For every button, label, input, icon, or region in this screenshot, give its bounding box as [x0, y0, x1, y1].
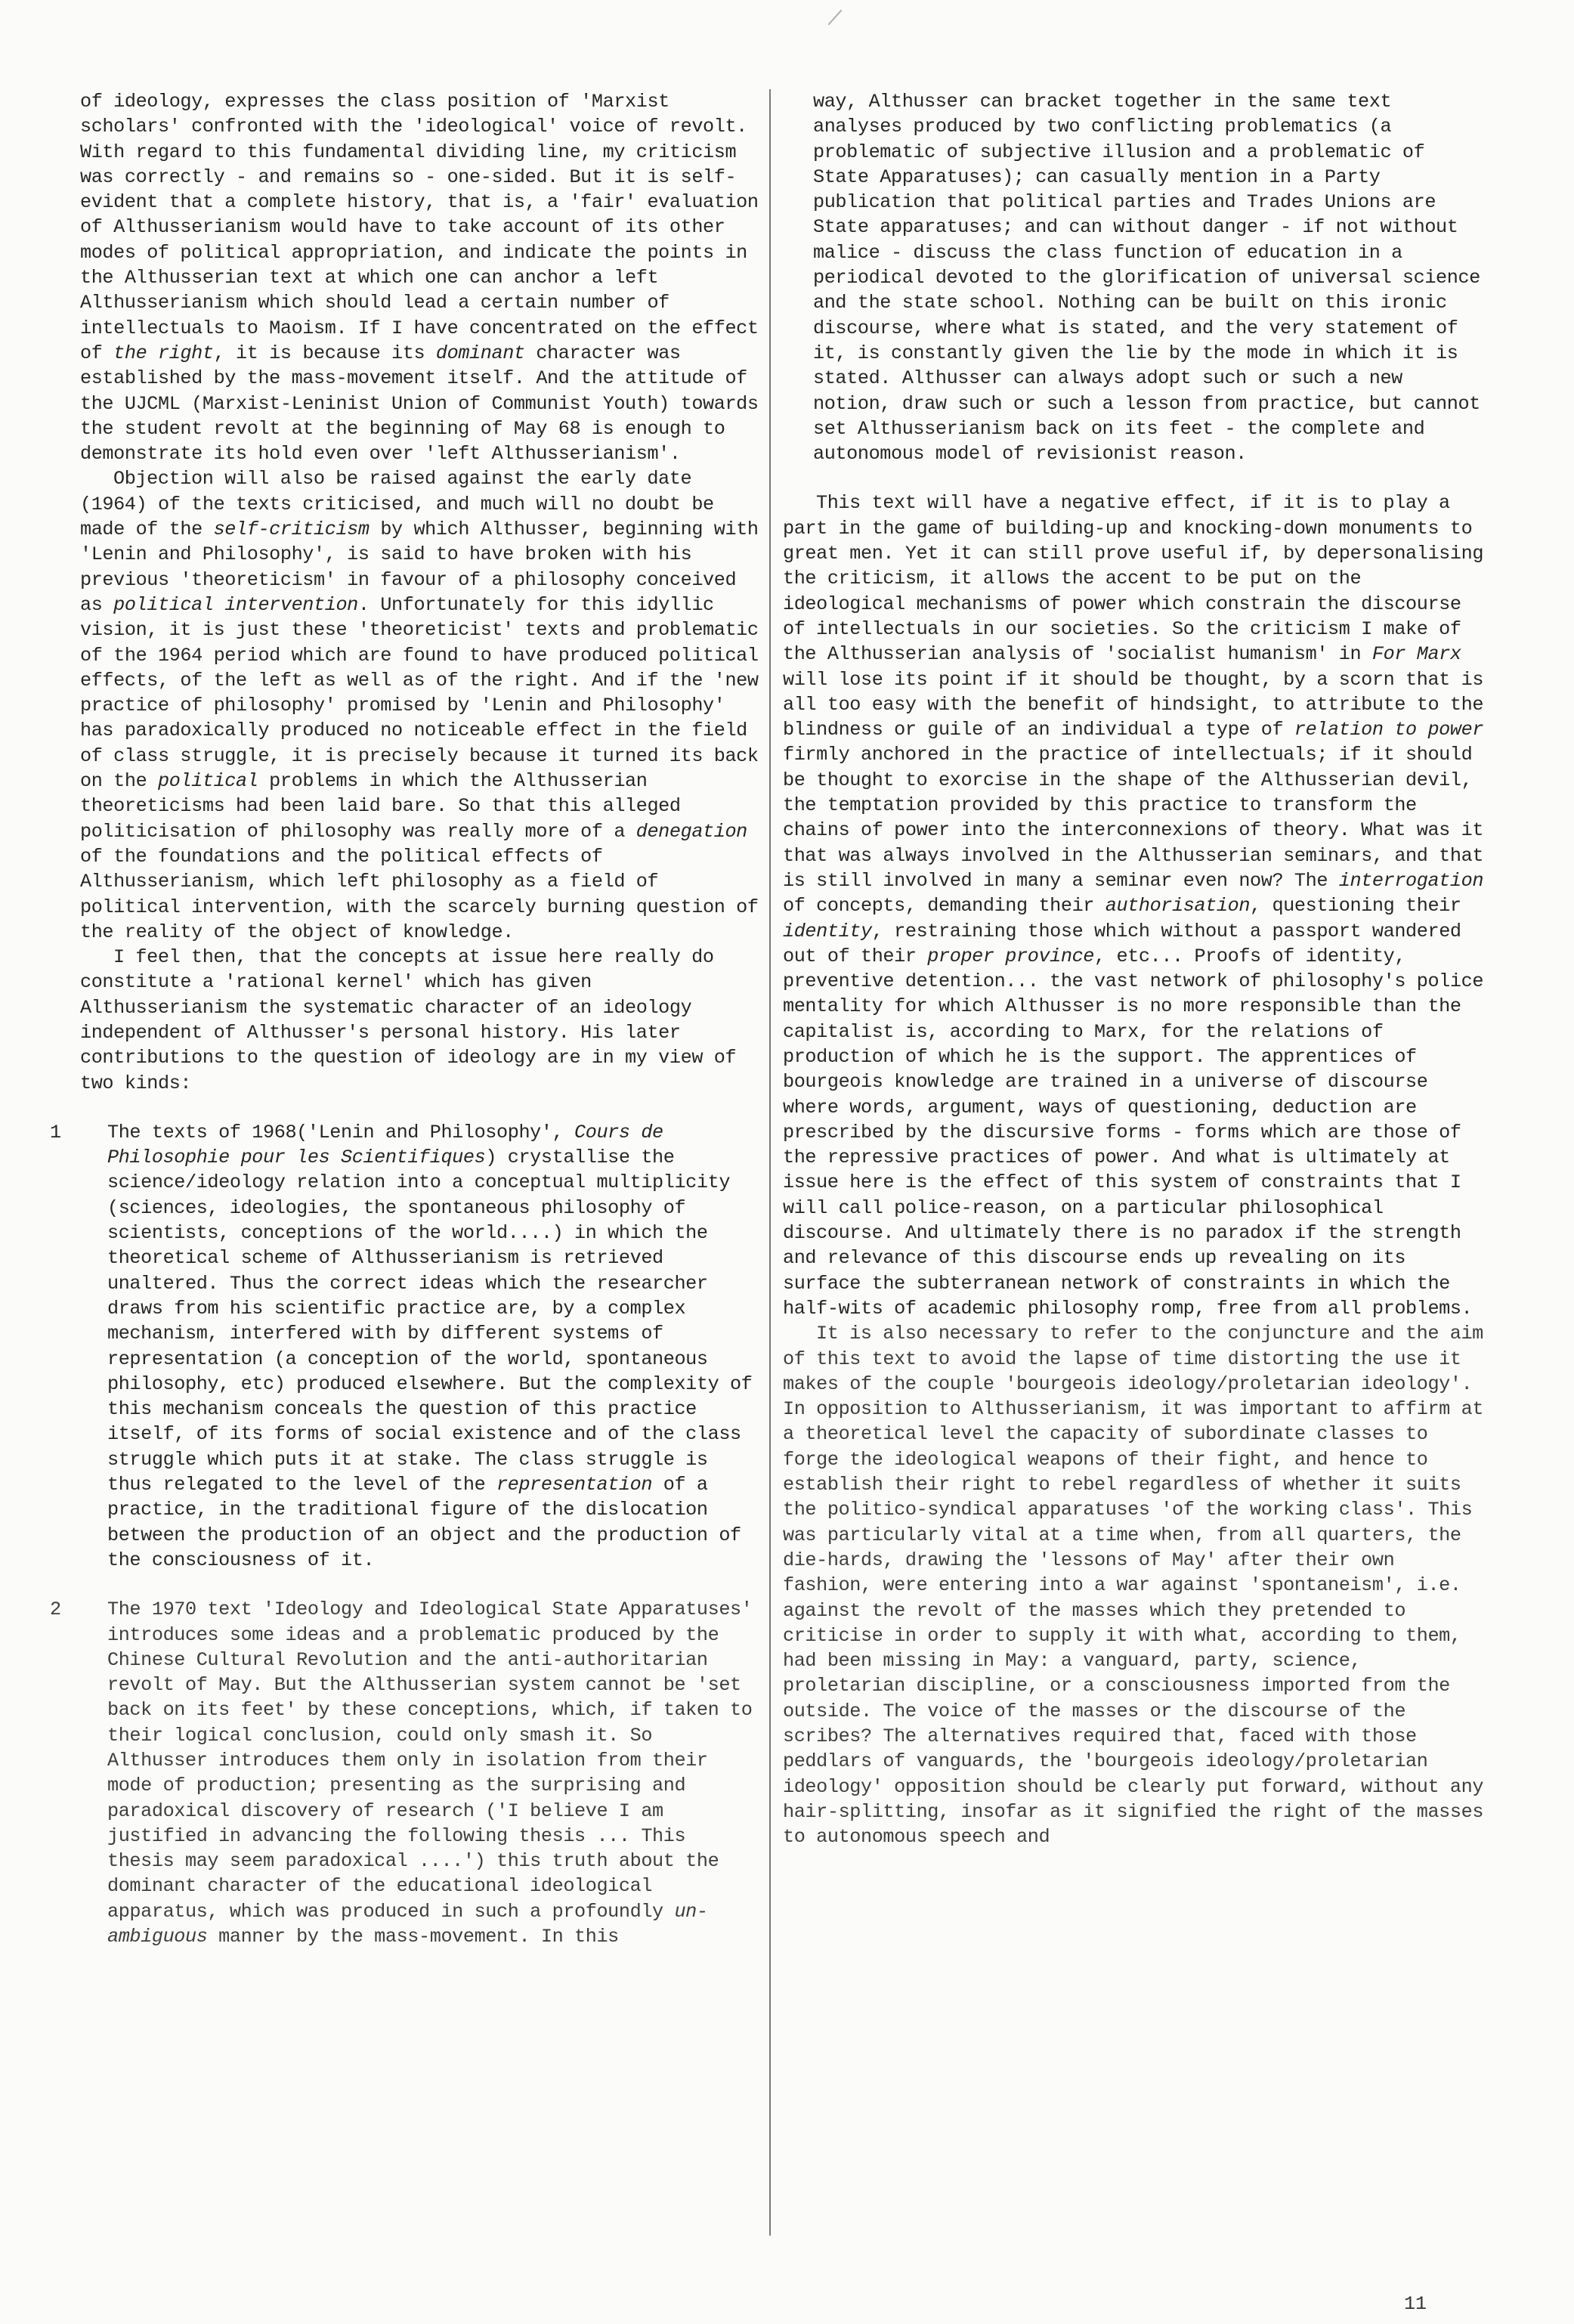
right-paragraph-1: way, Althusser can bracket together in the same text analyses produced by two conflicting problematics (a problematic of subjective illusion and a problematic of State Apparatuses); can casually mention in a Party publication that political parties and Trades Unions are State apparatuses; and can without danger - if not without malice - discuss the class function of education in a periodical devoted to the glorification of universal science and the state school. Nothing can be built on this ironic discourse, where what is stated, and the very statement of it, is constantly given the lie by the mode in which it is stated. Althusser can always adopt such or such a new notion, draw such or such a lesson from practice, but cannot set Althusserianism back on its feet - the complete and autonomous model of revisionist reason.: [813, 91, 1480, 466]
left-paragraph-1: of ideology, expresses the class position of 'Marxist scholars' confronted with the 'ideological' voice of revolt. With regard to this fundamental dividing line, my criticism was correctly - and remains so - one-sided. But it is self-evident that a complete history, that is, a 'fair' evaluation of Althusserianism would have to take account of its other modes of political appropriation, and indicate the points in the Althusserian text at which one can anchor a left Althusserianism which should lead a certain number of intellectuals to Maoism. If I have concentrated on the effect of the right, it is because its dominant character was established by the mass-movement itself. And the attitude of the UJCML (Marxist-Leninist Union of Communist Youth) towards the student revolt at the beginning of May 68 is enough to demonstrate its hold even over 'left Althusserianism'.: [80, 91, 759, 466]
scan-mark: [828, 10, 843, 26]
left-paragraph-3: I feel then, that the concepts at issue here really do constitute a 'rational kernel' which has given Althusserianism the systematic character of an ideology independent of Althusser's personal history. His later contributions to the question of ideology are in my view of two kinds:: [80, 946, 737, 1094]
page-number: 11: [1404, 2293, 1427, 2315]
list-item-2: 2 The 1970 text 'Ideology and Ideological State Apparatuses' introduces some ideas and a problematic produced by the Chinese Cultural Revolution and the anti-authoritarian revolt of May. But the Althusserian system cannot be 'set back on its feet' by these conceptions, which, if taken to their logical conclusion, could only smash it. So Althusser introduces them only in isolation from their mode of production; presenting as the surprising and paradoxical discovery of research ('I believe I am justified in advancing the following thesis ... This thesis may seem paradoxical ....') this truth about the dominant character of the educational ideological apparatus, which was produced in such a profoundly un-ambiguous manner by the mass-movement. In this: [50, 1598, 753, 1948]
right-paragraph-2: This text will have a negative effect, if it is to play a part in the game of building-up and knocking-down monuments to great men. Yet it can still prove useful if, by depersonalising the criticism, it allows the accent to be put on the ideological mechanisms of power which constrain the discourse of intellectuals in our societies. So the criticism I make of the Althusserian analysis of 'socialist humanism' in For Marx will lose its point if it should be thought, by a scorn that is all too easy with the benefit of hindsight, to attribute to the blindness or guile of an individual a type of relation to power firmly anchored in the practice of intellectuals; if it should be thought to exorcise in the shape of the Althusserian devil, the temptation provided by this practice to transform the chains of power into the interconnexions of theory. What was it that was always involved in the Althusserian seminars, and that is still involved in many a seminar even now? The interrogation of concepts, demanding their authorisation, questioning their identity, restraining those which without a passport wandered out of their proper province, etc... Proofs of identity, preventive detention... the vast network of philosophy's police mentality for which Althusser is no more responsible than the capitalist is, according to Marx, for the relations of production of which he is the support. The apprentices of bourgeois knowledge are trained in a universe of discourse where words, argument, ways of questioning, deduction are prescribed by the discursive forms - forms which are those of the repressive practices of power. And what is ultimately at issue here is the effect of this system of constraints that I will call police-reason, on a particular philosophical discourse. And ultimately there is no paradox if the strength and relevance of this discourse ends up revealing on its surface the subterranean network of constraints in which the half-wits of academic philosophy romp, free from all problems.: [783, 492, 1484, 1320]
left-paragraph-2: Objection will also be raised against the early date (1964) of the texts criticised, and much will no doubt be made of the self-criticism by which Althusser, beginning with 'Lenin and Philosophy', is said to have broken with his previous 'theoreticism' in favour of a philosophy conceived as political intervention. Unfortunately for this idyllic vision, it is just these 'theoreticist' texts and problematic of the 1964 period which are found to have produced political effects, of the left as well as of the right. And if the 'new practice of philosophy' promised by 'Lenin and Philosophy' has paradoxically produced no noticeable effect in the field of class struggle, it is precisely because it turned its back on the political problems in which the Althusserian theoreticisms had been laid bare. So that this alleged politicisation of philosophy was really more of a denegation of the foundations and the political effects of Althusserianism, which left philosophy as a field of political intervention, with the scarcely burning question of the reality of the object of knowledge.: [80, 468, 759, 943]
right-column: [769, 89, 1486, 2236]
list-number-1: 1: [50, 1121, 61, 1143]
right-paragraph-3: It is also necessary to refer to the conjuncture and the aim of this text to avoid the lapse of time distorting the use it makes of the couple 'bourgeois ideology/proletarian ideology'. In opposition to Althusserianism, it was important to affirm at a theoretical level the capacity of subordinate classes to forge the ideological weapons of their fight, and hence to establish their right to rebel regardless of whether it suits the politico-syndical apparatuses 'of the working class'. This was particularly vital at a time when, from all quarters, the die-hards, drawing the 'lessons of May' after their own fashion, were entering into a war against 'spontaneism', i.e. against the revolt of the masses which they pretended to criticise in order to supply it with what, according to them, had been missing in May: a vanguard, party, science, proletarian discipline, or a consciousness imported from the outside. The voice of the masses or the discourse of the scribes? The alternatives required that, faced with those peddlars of vanguards, the 'bourgeois ideology/proletarian ideology' opposition should be clearly put forward, without any hair-splitting, insofar as it signified the right of the masses to autonomous speech and: [783, 1323, 1484, 1849]
list-item-1: 1 The texts of 1968('Lenin and Philosophy', Cours de Philosophie pour les Scientifiques) crystallise the science/ideology relation into a conceptual multiplicity (sciences, ideologies, the spontaneous philosophy of scientists, conceptions of the world....) in which the theoretical scheme of Althusserianism is retrieved unaltered. Thus the correct ideas which the researcher draws from his scientific practice are, by a complex mechanism, interfered with by different systems of representation (a conception of the world, spontaneous philosophy, etc) produced elsewhere. But the complexity of this mechanism conceals the question of this practice itself, of its forms of social existence and of the class struggle which puts it at stake. The class struggle is thus relegated to the level of the representation of a practice, in the traditional figure of the dislocation between the production of an object and the production of the consciousness of it.: [50, 1121, 753, 1571]
left-column: [50, 89, 760, 1949]
list-number-2: 2: [50, 1598, 61, 1621]
